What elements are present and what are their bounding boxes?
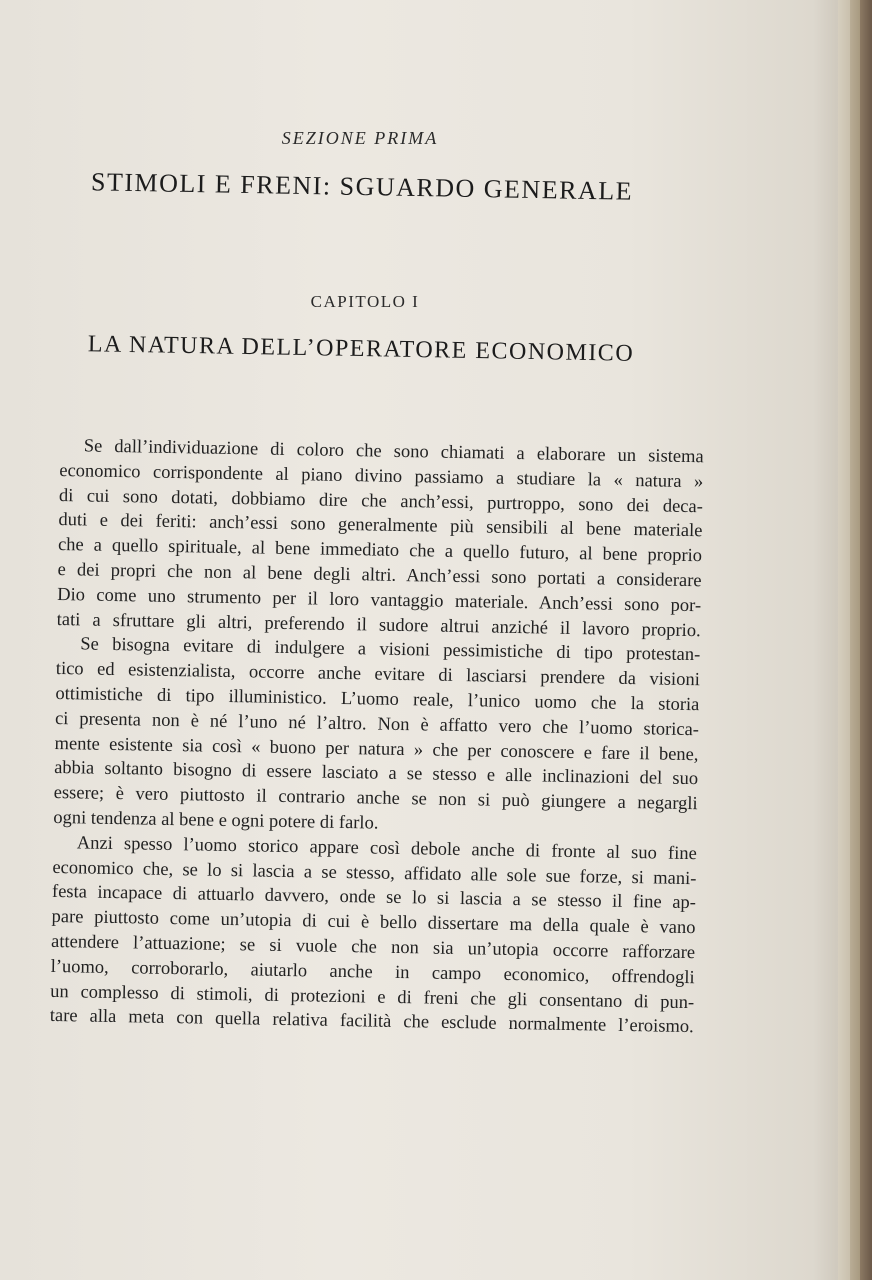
text-line: ottimistiche di tipo illuministico. L’uomo reale, l’unico uomo che la storia	[55, 683, 700, 716]
chapter-label: CAPITOLO I	[310, 292, 420, 311]
text-line: tare alla meta con quella relativa facilità che esclude normalmente l’eroismo.	[49, 1006, 694, 1038]
text-line: Anzi spesso l’uomo storico appare così debole anche di fronte al suo fine	[76, 833, 697, 864]
text-line: ci presenta non è né l’uno né l’altro. Non è affatto vero che l’uomo storica-	[54, 708, 700, 740]
text-line: economico che, se lo si lascia a se stesso, affidato alle sole sue forze, si mani-	[52, 857, 697, 889]
text-line: pare piuttosto come un’utopia di cui è bello dissertare ma della quale è vano	[51, 907, 696, 939]
text-line: Dio come uno strumento per il loro vantaggio materiale. Anch’essi sono por-	[57, 584, 702, 616]
text-line: abbia soltanto bisogno di essere lasciato a se stesso e alle inclinazioni del suo	[53, 758, 699, 790]
text-line: che a quello spirituale, al bene immediato che a quello futuro, al bene proprio	[57, 535, 703, 567]
book-cover-edge	[860, 0, 872, 1280]
text-line: essere; è vero piuttosto il contrario anche se non si può giungere a negargli	[53, 783, 698, 815]
text-line: e dei propri che non al bene degli altri. Anch’essi sono portati a considerare	[57, 559, 702, 592]
text-line: Se bisogna evitare di indulgere a visioni pessimistiche di tipo protestan-	[80, 634, 701, 666]
text-line: attendere l’attuazione; se si vuole che non sia un’utopia occorre rafforzare	[50, 931, 696, 964]
text-line: mente esistente sia così « buono per natura » che per conoscere e fare il bene,	[54, 733, 699, 765]
body-text	[50, 434, 704, 1040]
text-line: un complesso di stimoli, di protezioni e di freni che gli consentano di pun-	[50, 981, 695, 1013]
text-line: di cui sono dotati, dobbiamo dire che anch’essi, purtroppo, sono dei deca-	[58, 485, 704, 517]
chapter-title: LA NATURA DELL’OPERATORE ECONOMICO	[87, 331, 635, 367]
text-line: economico corrispondente al piano divino passiamo a studiare la « natura »	[59, 460, 704, 493]
page-edges	[838, 0, 850, 1280]
page-edges-inner	[850, 0, 860, 1280]
text-line: tico ed esistenzialista, occorre anche evitare di lasciarsi prendere da visioni	[55, 659, 700, 691]
text-line: duti e dei feriti: anch’essi sono generalmente più sensibili al bene materiale	[58, 510, 703, 542]
text-line: festa incapace di attuarlo davvero, onde se lo si lascia a se stesso il fine ap-	[51, 882, 697, 914]
text-line: Se dall’individuazione di coloro che sono chiamati a elaborare un sistema	[83, 436, 704, 468]
text-line: ogni tendenza al bene e ogni potere di farlo.	[53, 807, 379, 834]
section-title: STIMOLI E FRENI: SGUARDO GENERALE	[90, 167, 634, 206]
section-label: SEZIONE PRIMA	[281, 128, 439, 148]
text-line: l’uomo, corroborarlo, aiutarlo anche in campo economico, offrendogli	[50, 956, 695, 988]
text-line: tati a sfruttare gli altri, preferendo il sudore altrui anziché il lavoro proprio.	[56, 609, 701, 641]
